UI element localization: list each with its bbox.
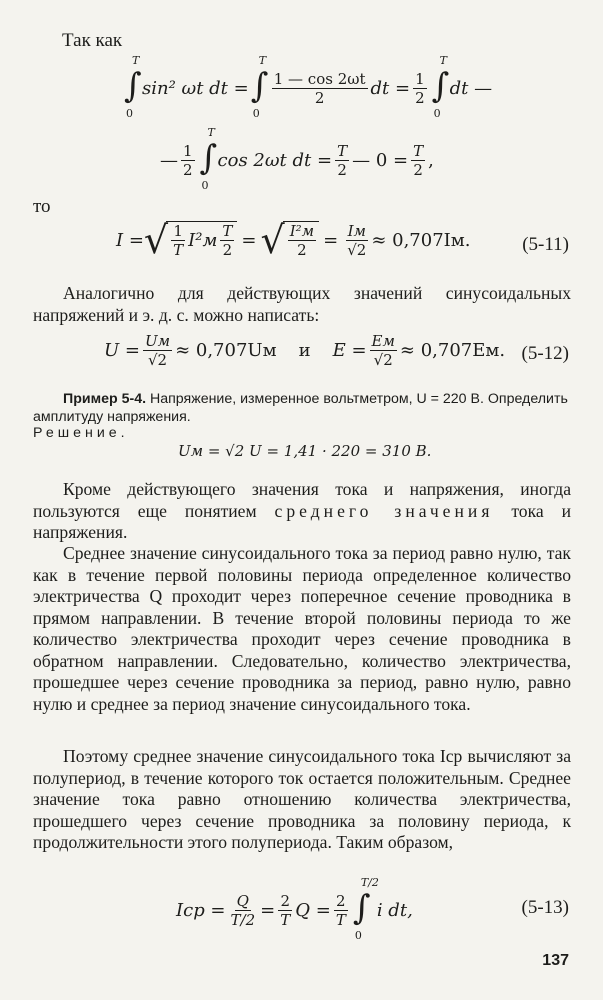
equation-line-1: ∫ T 0 sin² ωt dt = ∫ T 0 $\frac{1 — \cos 2\omega t}{2}$ dt = $\frac{1}{2}$ ∫ T 0 dt — (124, 54, 493, 120)
fraction: $\frac{1}{2}$ (183, 141, 193, 179)
paragraph-mean-1: Кроме действующего значения тока и напряжения, иногда пользуются еще понятием среднего значения тока и напряжения. (33, 479, 571, 542)
equation-number: (5-12) (521, 343, 569, 364)
paragraph-analog: Аналогично для действующих значений синусоидальных напряжений и э. д. с. можно написать: (33, 283, 571, 325)
equation-number: (5-13) (521, 897, 569, 918)
paragraph-mean-3: Поэтому среднее значение синусоидального тока Iср вычисляют за полупериод, в течение которого ток остается положительным. Среднее значение тока равно отношению количества электричества, прошедшего через сечение проводника за половину периода, к продолжительности этого полупериода. Таким образом, (33, 746, 571, 852)
page-number: 137 (542, 952, 569, 969)
intro-text: Так как (62, 30, 123, 51)
integral-sign: ∫ T 0 (124, 54, 142, 120)
integral-sign: ∫ T 0 (199, 126, 218, 192)
example-5-4: Пример 5-4. Напряжение, измеренное вольтметром, U = 220 В. Определить амплитуду напряжения. (33, 391, 568, 425)
equation-5-12: U = $\frac{Uм}{√2}$ ≈ 0,707Uм и E = $\frac{Eм}{√2}$ ≈ 0,707Eм. (104, 332, 506, 369)
solution-label: Решение. (33, 425, 129, 441)
equation-5-13: Iср = $\frac{Q}{T/2}$ = $\frac{2}{T}$ Q = $\frac{2}{T}$ ∫ T/2 0 i dt, (176, 876, 413, 942)
solution-formula: Uм = √2 U = 1,41 · 220 = 310 В. (178, 442, 432, 460)
paragraph-mean-2: Среднее значение синусоидального тока за период равно нулю, так как в течение первой половины периода определенное количество электричества Q проходит через поперечное сечение проводника в прямом направлении. В течение второй половины периода то же количество электричества проходит через сечение проводника в обратном направлении. Следовательно, количество электричества, прошедшее через сечение проводника за период, равно нулю, равно нулю и среднее за период значение синусоидального тока. (33, 543, 571, 714)
equation-number: (5-11) (522, 234, 569, 255)
word-to: то (33, 196, 51, 217)
integral-sign: ∫ T/2 0 (352, 876, 379, 942)
integral-sign: ∫ T 0 (431, 54, 450, 120)
sqrt-sign: √ (260, 218, 285, 262)
equation-5-11: I = √ $\frac{1}{T}$ I²м $\frac{T}{2}$ = √ $\frac{\text{I²м}}{2}$ = $\frac{Iм}{√2}$ ≈ 0,707Iм. (116, 218, 471, 262)
fraction: $\frac{1}{2}$ (415, 69, 425, 107)
fraction: $\frac{T}{2}$ (413, 141, 424, 179)
integral-sign: ∫ T 0 (250, 54, 269, 120)
equation-line-2: — $\frac{1}{2}$ ∫ T 0 cos 2ωt dt = $\frac{T}{2}$ — 0 = $\frac{T}{2}$ , (160, 126, 434, 192)
sqrt-sign: √ (143, 218, 169, 262)
fraction: $\frac{T}{2}$ (337, 141, 348, 179)
integrand: sin² ωt dt = (142, 77, 249, 99)
fraction: $\frac{1 — \cos 2\omega t}{2}$ (273, 69, 366, 107)
